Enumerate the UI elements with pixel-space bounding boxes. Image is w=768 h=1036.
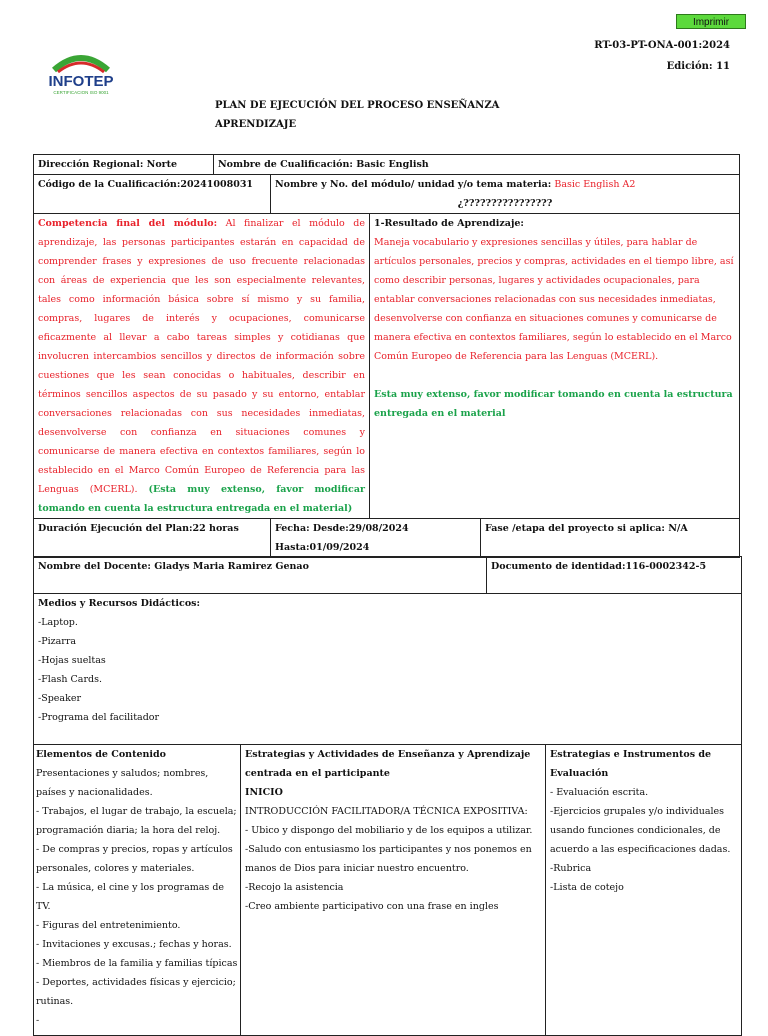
module-question: ¿???????????????? — [457, 198, 553, 209]
evaluation-header: Estrategias e Instrumentos de Evaluación — [550, 749, 712, 779]
content-item: - La música, el cine y los programas de TV. — [36, 882, 225, 912]
content-item: - Deportes, actividades físicas y ejercicio; rutinas. — [36, 977, 236, 1007]
module-name-value: Basic English A2 — [554, 179, 636, 190]
teacher-name: Nombre del Docente: Gladys Maria Ramirez Genao — [34, 557, 487, 594]
evaluation-item: -Ejercicios grupales y/o individuales usando funciones condicionales, de acuerdo a las especificaciones dadas. — [550, 806, 731, 855]
plan-header-table — [33, 154, 740, 558]
evaluation-item: - Evaluación escrita. — [550, 787, 649, 798]
content-item: - — [36, 1015, 40, 1026]
result-label: 1-Resultado de Aprendizaje: — [374, 218, 524, 229]
evaluation-item: -Rubrica — [550, 863, 592, 874]
content-elements-cell — [34, 745, 241, 1036]
activity-item: INTRODUCCIÓN FACILITADOR/A TÉCNICA EXPOSITIVA: — [245, 806, 528, 817]
content-item: - De compras y precios, ropas y artículos personales, colores y materiales. — [36, 844, 233, 874]
result-note: Esta muy extenso, favor modificar tomando en cuenta la estructura entregada en el material — [374, 389, 733, 419]
qualification-name: Nombre de Cualificación: Basic English — [214, 155, 740, 175]
print-button[interactable]: Imprimir — [676, 14, 746, 29]
resources-cell — [34, 594, 742, 745]
plan-detail-table — [33, 556, 742, 1036]
content-item: - Miembros de la familia y familias típicas — [36, 958, 238, 969]
module-name-label: Nombre y No. del módulo/ unidad y/o tema materia: — [275, 179, 552, 190]
infotep-logo — [36, 50, 126, 96]
learning-result-cell — [370, 214, 740, 519]
activity-item: -Recojo la asistencia — [245, 882, 344, 893]
resource-item: -Speaker — [38, 693, 82, 704]
plan-duration: Duración Ejecución del Plan:22 horas — [34, 519, 271, 558]
resource-item: -Flash Cards. — [38, 674, 102, 685]
resource-item: -Laptop. — [38, 617, 78, 628]
content-item: - Invitaciones y excusas.; fechas y horas. — [36, 939, 232, 950]
strategies-header: Estrategias y Actividades de Enseñanza y Aprendizaje centrada en el participante — [245, 749, 531, 779]
edition-label: Edición: 11 — [666, 61, 730, 72]
activity-item: - Ubico y dispongo del mobiliario y de los equipos a utilizar. — [245, 825, 533, 836]
qualification-code: Código de la Cualificación:20241008031 — [34, 175, 271, 214]
module-name-cell — [271, 175, 740, 214]
date-to: Hasta:01/09/2024 — [275, 542, 370, 553]
resource-item: -Hojas sueltas — [38, 655, 106, 666]
teacher-id: Documento de identidad:116-0002342-5 — [487, 557, 742, 594]
resources-label: Medios y Recursos Didácticos: — [38, 598, 201, 609]
activity-item: -Saludo con entusiasmo los participantes y nos ponemos en manos de Dios para iniciar nuestro encuentro. — [245, 844, 532, 874]
resource-item: -Programa del facilitador — [38, 712, 160, 723]
content-elements-header: Elementos de Contenido — [36, 749, 167, 760]
content-item: Presentaciones y saludos; nombres, países y nacionalidades. — [36, 768, 209, 798]
final-competence-cell — [34, 214, 370, 519]
competence-note: (Esta muy extenso, favor modificar tomando en cuenta la estructura entregada en el material) — [38, 484, 365, 514]
result-text: Maneja vocabulario y expresiones sencillas y útiles, para hablar de artículos personales, precios y compras, actividades en el tiempo libre, así como describir personas, lugares y actividades ocupacionales, para entablar conversaciones relacionadas con sus necesidades inmediatas, desenvolverse con confianza en situaciones comunes y comunicarse de manera efectiva en contextos familiares, según lo establecido en el Marco Común Europeo de Referencia para las Lenguas (MCERL). — [374, 237, 734, 362]
page-title: PLAN DE EJECUCIÓN DEL PROCESO ENSEÑANZA APRENDIZAJE — [215, 100, 500, 130]
competence-text: Al finalizar el módulo de aprendizaje, las personas participantes estarán en capacidad de comprender frases y expresiones de uso frecuente relacionadas con áreas de experiencia que les son especialmente relevantes, tales como información básica sobre sí mismo y su familia, compras, lugares de interés y ocupaciones, comunicarse eficazmente al llevar a cabo tareas simples y cotidianas que involucren intercambios sencillos y directos de información sobre cuestiones que les sean conocidas o habituales, describir en términos sencillos aspectos de su pasado y su entorno, entablar conversaciones relacionadas con sus necesidades inmediatas, desenvolverse con confianza en situaciones comunes y comunicarse de manera efectiva en contextos familiares, según lo establecido en el Marco Común Europeo de Referencia para las Lenguas (MCERL). — [38, 218, 365, 495]
evaluation-cell — [546, 745, 742, 1036]
regional-direction: Dirección Regional: Norte — [34, 155, 214, 175]
logo-tagline: CERTIFICACION ISO 9001 — [53, 90, 109, 95]
document-code: RT-03-PT-ONA-001:2024 — [594, 40, 730, 51]
resource-item: -Pizarra — [38, 636, 77, 647]
evaluation-item: -Lista de cotejo — [550, 882, 624, 893]
date-from: Fecha: Desde:29/08/2024 — [275, 523, 409, 534]
content-item: - Figuras del entretenimiento. — [36, 920, 181, 931]
teaching-strategies-cell — [241, 745, 546, 1036]
logo-wordmark: INFOTEP — [48, 73, 114, 90]
plan-dates — [271, 519, 481, 558]
activity-item: -Creo ambiente participativo con una frase en ingles — [245, 901, 499, 912]
project-phase: Fase /etapa del proyecto si aplica: N/A — [481, 519, 740, 558]
content-item: - Trabajos, el lugar de trabajo, la escuela; programación diaria; la hora del reloj. — [36, 806, 237, 836]
start-label: INICIO — [245, 787, 283, 798]
competence-label: Competencia final del módulo: — [38, 218, 218, 229]
